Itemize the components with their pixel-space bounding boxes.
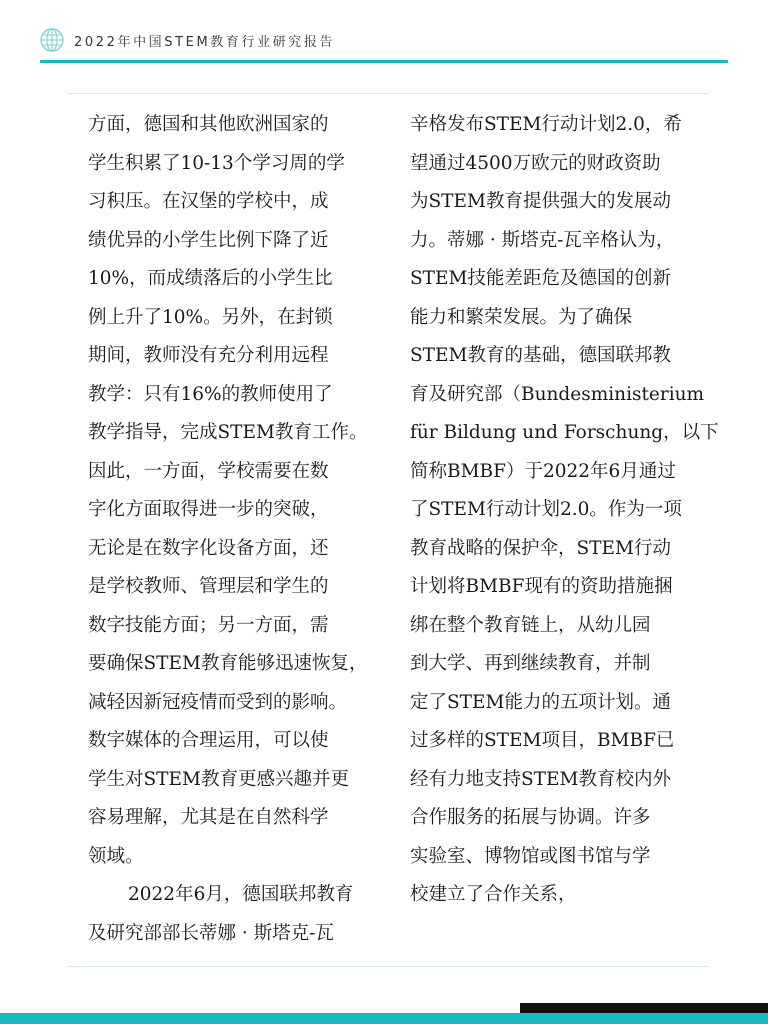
paragraph-start-line: 2022年6月，德国联邦教育 bbox=[128, 884, 354, 905]
text-line: 经有力地支持STEM教育校内外 bbox=[410, 768, 671, 790]
text-line: 例上升了10%。另外，在封锁 bbox=[88, 306, 333, 328]
text-line: 绩优异的小学生比例下降了近 bbox=[88, 229, 329, 251]
text-line: 数字技能方面；另一方面，需 bbox=[88, 614, 329, 636]
text-line: 过多样的STEM项目，BMBF已 bbox=[410, 730, 675, 751]
text-line: 力。蒂娜 · 斯塔克-瓦辛格认为， bbox=[410, 229, 675, 251]
text-line: 教育战略的保护伞，STEM行动 bbox=[410, 537, 671, 559]
text-line: 绑在整个教育链上，从幼儿园 bbox=[410, 614, 651, 636]
text-line: 及研究部部长蒂娜 · 斯塔克-瓦 bbox=[88, 922, 334, 944]
text-line: 领域。 bbox=[88, 845, 144, 867]
text-line: 为STEM教育提供强大的发展动 bbox=[410, 191, 671, 212]
text-line: 无论是在数字化设备方面，还 bbox=[88, 537, 329, 559]
text-line: 减轻因新冠疫情而受到的影响。 bbox=[88, 691, 348, 713]
footer-teal-bar bbox=[0, 1013, 768, 1024]
text-line: STEM教育的基础，德国联邦教 bbox=[410, 345, 671, 366]
text-line: 合作服务的拓展与协调。许多 bbox=[410, 807, 651, 828]
text-line: 因此，一方面，学校需要在数 bbox=[88, 460, 329, 482]
text-line: STEM技能差距危及德国的创新 bbox=[410, 268, 671, 289]
text-line: 计划将BMBF现有的资助措施捆 bbox=[410, 576, 673, 597]
text-line: 学生积累了10-13个学习周的学 bbox=[88, 152, 345, 174]
text-line: 是学校教师、管理层和学生的 bbox=[88, 576, 329, 597]
text-line: 了STEM行动计划2.0。作为一项 bbox=[410, 499, 682, 520]
text-line: 要确保STEM教育能够迅速恢复， bbox=[88, 653, 368, 674]
text-line: 教学指导，完成STEM教育工作。 bbox=[88, 422, 368, 443]
text-line: 字化方面取得进一步的突破， bbox=[88, 499, 329, 520]
text-line: 实验室、博物馆或图书馆与学 bbox=[410, 845, 651, 867]
text-line: 方面，德国和其他欧洲国家的 bbox=[88, 114, 329, 135]
globe-logo-icon bbox=[40, 28, 64, 52]
text-line: 学生对STEM教育更感兴趣并更 bbox=[88, 768, 349, 790]
text-line: 期间，教师没有充分利用远程 bbox=[88, 345, 329, 366]
text-line: 数字媒体的合理运用，可以使 bbox=[88, 730, 329, 751]
footer-black-bar bbox=[520, 1003, 768, 1013]
left-text-column bbox=[88, 106, 400, 953]
text-line: 校建立了合作关系， bbox=[410, 884, 577, 905]
text-line: 定了STEM能力的五项计划。通 bbox=[410, 691, 671, 713]
header-divider bbox=[40, 60, 728, 63]
content-top-divider bbox=[68, 93, 708, 94]
right-text-column bbox=[410, 106, 722, 915]
text-line: 10%，而成绩落后的小学生比 bbox=[88, 268, 333, 289]
text-line: 育及研究部（Bundesministerium bbox=[410, 383, 705, 405]
text-line: 到大学、再到继续教育，并制 bbox=[410, 653, 651, 674]
text-line: 简称BMBF）于2022年6月通过 bbox=[410, 460, 676, 482]
text-line: 辛格发布STEM行动计划2.0，希 bbox=[410, 114, 682, 135]
text-line: 望通过4500万欧元的财政资助 bbox=[410, 152, 661, 174]
content-bottom-divider bbox=[68, 966, 708, 967]
text-line: 容易理解，尤其是在自然科学 bbox=[88, 807, 329, 828]
text-line: 能力和繁荣发展。为了确保 bbox=[410, 306, 633, 328]
text-line: 教学：只有16%的教师使用了 bbox=[88, 383, 333, 405]
report-title: 2022年中国STEM教育行业研究报告 bbox=[74, 35, 336, 50]
text-line: für Bildung und Forschung，以下 bbox=[410, 422, 719, 443]
text-line: 习积压。在汉堡的学校中，成 bbox=[88, 191, 329, 212]
